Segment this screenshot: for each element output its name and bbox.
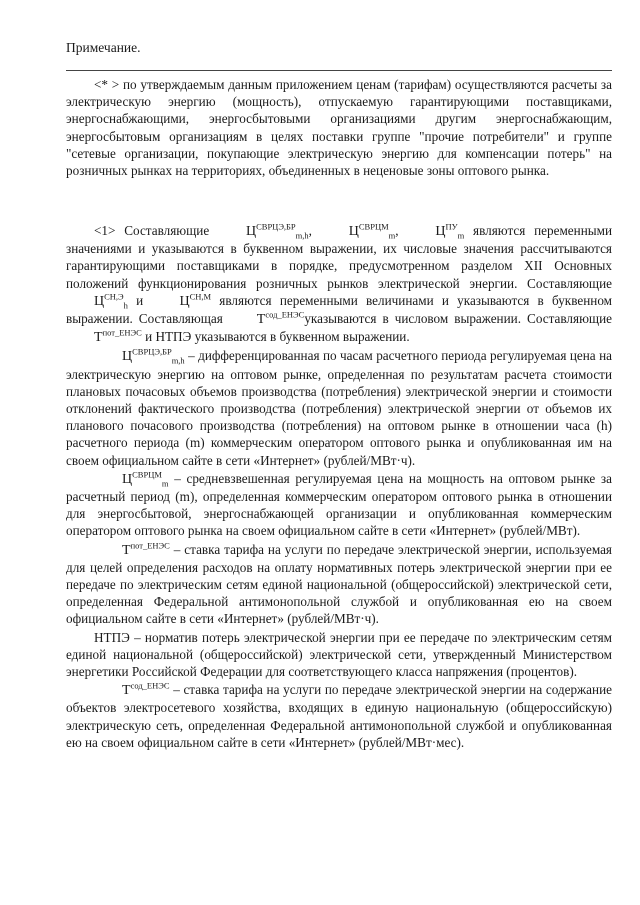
symbol-c-svrcebr: $Ц^{СВРЦЭ,БР}_{m,h}$ <box>245 221 309 241</box>
symbol-t-sod: $Т^{сод\_ЕНЭС}$ <box>256 309 305 328</box>
symbol-t-pot: $Т^{пот\_ЕНЭС}$ <box>94 327 142 346</box>
symbol-c-sne: $Ц^{СН,Э}_h$ <box>94 291 128 311</box>
symbol-c-snm: $Ц^{СН,М}$ <box>179 291 212 309</box>
paragraph-ntpe: НТПЭ – норматив потерь электрической энергии при ее передаче по электрическим сетям единой национальной (общероссийской) электрической сети, утвержденный Министерством энергетики Российской Федерации для соответствующего класса напряжения (процентов). <box>66 629 612 680</box>
paragraph-price-capacity: $Ц^{СВРЦМ}_m$ – средневзвешенная регулируемая цена на мощность на оптовом рынке за расчетный период (m), определенная коммерческим оператором оптового рынка в отношении для энергосбытовой, энергоснабжающей организации и опубликованная коммерческим оператором оптового рынка на своем официальном сайте в сети «Интернет» (рублей/МВт). <box>66 469 612 539</box>
footnote-divider <box>66 70 612 71</box>
symbol-t-sod: $Т^{сод\_ЕНЭС}$ <box>122 680 170 699</box>
symbol-c-pu: $Ц^{ПУ}_m$ <box>435 221 465 241</box>
paragraph-price-energy: $Ц^{СВРЦЭ,БР}_{m,h}$ – дифференцированная по часам расчетного периода регулируемая цена на электрическую энергию на оптовом рынке, определенная по результатам расчета стоимости плановых почасовых объемов производства (потребления) электрической энергии и стоимости отклонений фактического производства (потребления) электрической энергии от объемов их планового почасового производства (потребления) на оптовом рынке в отношении часа (h) расчетного периода (m) коммерческим оператором оптового рынка и опубликованная им на своем официальном сайте в сети «Интернет» (рублей/МВт·ч). <box>66 347 612 468</box>
symbol-t-pot: $Т^{пот\_ЕНЭС}$ <box>122 540 170 558</box>
symbol-c-svrcebr: $Ц^{СВРЦЭ,БР}_{m,h}$ <box>122 347 185 367</box>
definitions-block <box>66 222 612 751</box>
footnote-text: <* > по утверждаемым данным приложением ценам (тарифам) осуществляются расчеты за электрическую энергию (мощность), отпускаемую гарантирующими поставщиками, энергоснабжающими, энергосбытовыми организациями другим энергоснабжающим, энергосбытовым организациям в целях поставки группе "прочие потребители" и группе "сетевые организации, покупающие электрическую энергию для компенсации потерь" на розничных рынках на территориях, объединенных в неценовые зоны оптового рынка. <box>66 77 612 179</box>
symbol-c-svrcm: $Ц^{СВРЦМ}_m$ <box>122 469 169 489</box>
footnote-block <box>66 76 612 179</box>
symbol-c-svrcm: $Ц^{СВРЦМ}_m$ <box>348 221 396 241</box>
note-heading: Примечание. <box>66 40 141 55</box>
paragraph-tariff-losses: $Т^{пот\_ЕНЭС}$ – ставка тарифа на услуги по передаче электрической энергии, используемая для целей определения расходов на оплату нормативных потерь электрической энергии при ее передаче по электрическим сетям единой национальной (общероссийской) электрической сети, определенная Федеральной антимонопольной службой и опубликованная ею на своем официальном сайте в сети «Интернет» (рублей/МВт·ч). <box>66 540 612 627</box>
paragraph-components: <1> Составляющие $Ц^{СВРЦЭ,БР}_{m,h}$, $Ц^{СВРЦМ}_m$, $Ц^{ПУ}_m$ являются переменными значениями и указываются в буквенном выражении, их числовые значения рассчитываются гарантирующими поставщиками в порядке, предусмотренном разделом XII Основных положений функционирования розничных рынков электрической энергии. Составляющие $Ц^{СН,Э}_h$ и $Ц^{СН,М}$ являются переменными величинами и указываются в буквенном выражении. Составляющая $Т^{сод\_ЕНЭС}указываются$ в числовом выражении. Составляющие $Т^{пот\_ЕНЭС}$ и НТПЭ указываются в буквенном выражении. <box>66 221 613 346</box>
paragraph-tariff-maintenance: $Т^{сод\_ЕНЭС}$ – ставка тарифа на услуги по передаче электрической энергии на содержание объектов электросетевого хозяйства, входящих в единую национальную (общероссийскую) электрическую сеть, определенная Федеральной антимонопольной службой и опубликованная ею на своем официальном сайте в сети «Интернет» (рублей/МВт·мес). <box>66 680 612 750</box>
